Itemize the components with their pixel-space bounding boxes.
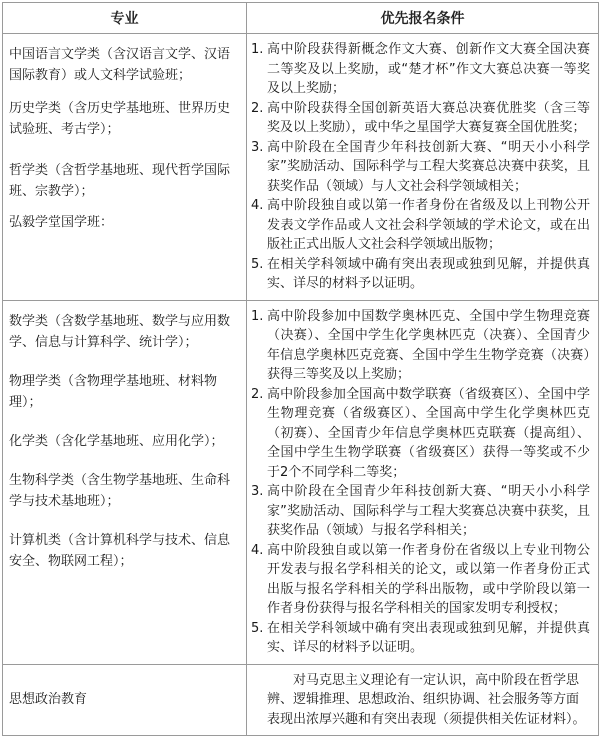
major-item: 数学类（含数学基地班、数学与应用数学、信息与计算科学、统计学）； (9, 313, 231, 350)
major-cell (3, 34, 247, 301)
major-cell (3, 300, 247, 664)
list-item: 1. 高中阶段参加中国数学奥林匹克、全国中学生物理竞赛（决赛）、全国中学生化学奥林匹克（决赛）、全国青少年信息学奥林匹克竞赛、全国中学生生物学竞赛（决赛）获得三等奖及以上奖励； (251, 308, 590, 382)
list-item: 2. 高中阶段参加全国高中数学联赛（省级赛区）、全国中学生物理竞赛（省级赛区）、全国高中学生化学奥林匹克（初赛）、全国青少年信息学奥林匹克联赛（提高组）、全国中学生生物学联赛（省级赛区）获得一等奖或不少于2个不同学科二等奖； (251, 386, 590, 480)
list-item: 4. 高中阶段独自或以第一作者身份在省级以上专业刊物公开发表与报名学科相关的论文，或以第一作者身份正式出版与报名学科相关的学科出版物，或中学阶段以第一作者身份获得与报名学科相关的国家发明专利授权； (251, 542, 590, 616)
list-item: 4. 高中阶段独自或以第一作者身份在省级及以上刊物公开发表文学作品或人文社会科学领域的学术论文，或在出版社正式出版人文社会科学领域出版物； (251, 198, 590, 252)
table-row (3, 664, 599, 736)
list-item: 3. 高中阶段在全国青少年科技创新大赛、“明天小小科学家”奖励活动、国际科学与工程大奖赛总决赛中获奖，且获奖作品（领域）与报名学科相关； (251, 484, 590, 538)
major-item: 生物科学类（含生物学基地班、生命科学与技术基地班）； (9, 472, 231, 509)
major-item: 计算机类（含计算机科学与技术、信息安全、物联网工程）； (9, 532, 231, 569)
list-item: 1. 高中阶段获得新概念作文大赛、创新作文大赛全国决赛二等奖及以上奖励，或“楚才杯”作文大赛总决赛一等奖及以上奖励； (251, 42, 590, 96)
major-item: 哲学类（含哲学基地班、现代哲学国际班、宗教学）； (9, 163, 231, 199)
list-item: 5. 在相关学科领域中确有突出表现或独到见解，并提供真实、详尽的材料予以证明。 (251, 256, 590, 291)
list-item: 2. 高中阶段获得全国创新英语大赛总决赛优胜奖（含三等奖及以上奖励），或中华之星国学大赛复赛全国优胜奖； (251, 100, 590, 135)
enrollment-table (2, 2, 599, 736)
header-major: 专业 (3, 3, 247, 34)
conditions-cell (247, 34, 599, 301)
major-cell (3, 664, 247, 736)
condition-text: 对马克思主义理论有一定认识，高中阶段在哲学思辨、逻辑推理、思想政治、组织协调、社会服务等方面表现出浓厚兴趣和有突出表现（须提供相关佐证材料）。 (267, 672, 586, 727)
conditions-list (251, 307, 590, 658)
major-item: 化学类（含化学基地班、应用化学）； (9, 433, 224, 449)
major-item: 中国语言文学类（含汉语言文学、汉语国际教育）或人文科学试验班； (9, 47, 231, 83)
conditions-cell (247, 664, 599, 736)
header-conditions: 优先报名条件 (247, 3, 599, 34)
major-item: 物理学类（含物理学基地班、材料物理）； (9, 373, 218, 410)
major-item: 历史学类（含历史学基地班、世界历史试验班、考古学）； (9, 101, 231, 137)
list-item: 3. 高中阶段在全国青少年科技创新大赛、“明天小小科学家”奖励活动、国际科学与工程大奖赛总决赛中获奖，且获奖作品（领域）与人文社会科学领域相关； (251, 139, 590, 194)
table-row (3, 34, 599, 301)
table-header-row (3, 3, 599, 34)
conditions-list (251, 40, 590, 294)
list-item: 5. 在相关学科领域中确有突出表现或独到见解，并提供真实、详尽的材料予以证明。 (251, 620, 590, 655)
table-row (3, 300, 599, 664)
major-item: 弘毅学堂国学班： (9, 215, 114, 230)
conditions-cell (247, 300, 599, 664)
major-item: 思想政治教育 (9, 692, 88, 708)
